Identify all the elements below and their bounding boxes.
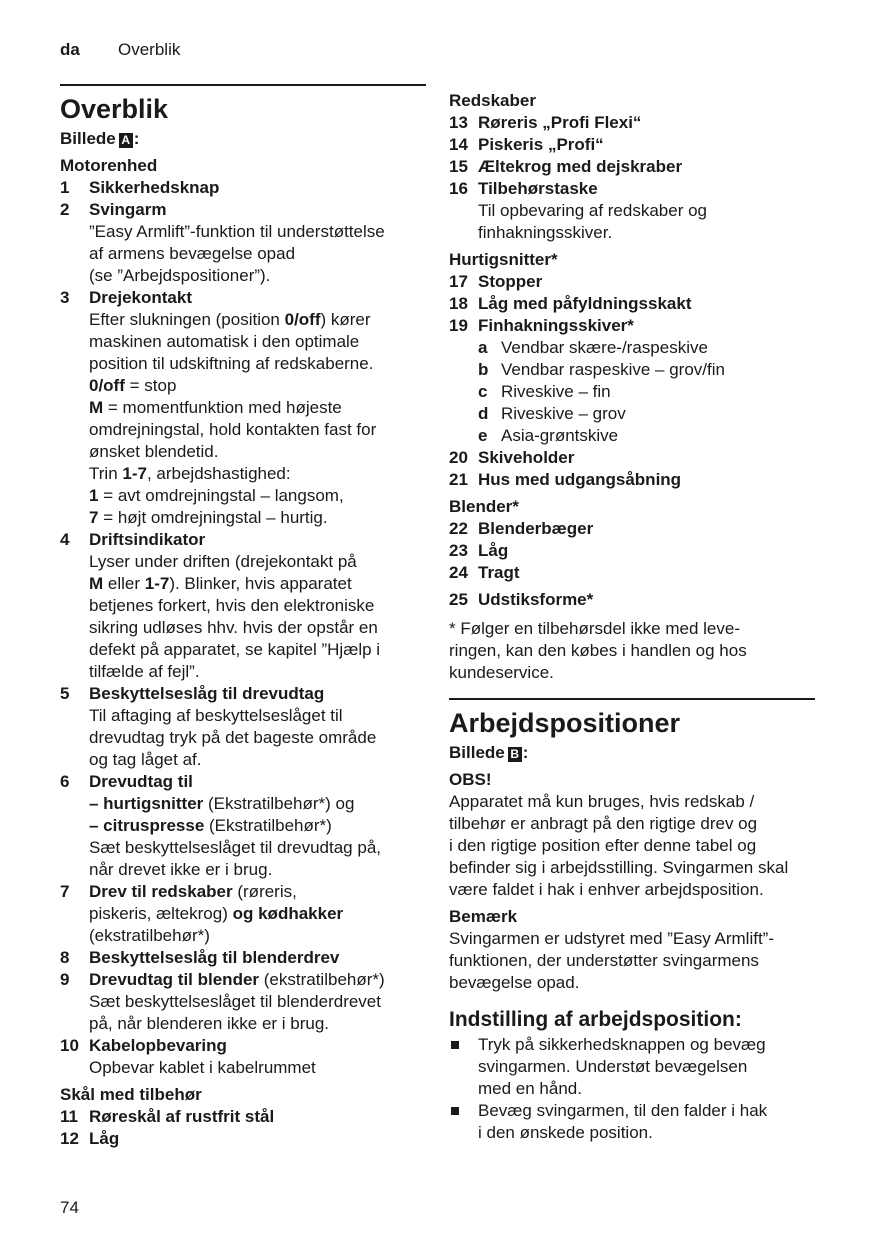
section-rule [449, 698, 815, 700]
sub-list-item: b Vendbar raspeskive – grov/fin [478, 360, 725, 379]
group-title-motor: Motorenhed [60, 156, 158, 175]
list-item: 15 Æltekrog med dejskraber [449, 157, 683, 176]
list-item: 19 Finhakningsskiver* [449, 316, 634, 335]
note-text: Svingarmen er udstyret med ”Easy Armlift”- funktionen, der understøtter svingarmens bevægelse opad. [449, 929, 774, 992]
list-item: 1 Sikkerhedsknap [60, 178, 220, 197]
right-column [449, 90, 815, 1144]
group-title-chopper: Hurtigsnitter* [449, 250, 558, 269]
list-item: 11 Røreskål af rustfrit stål [60, 1107, 275, 1126]
bullet-item: Tryk på sikkerhedsknappen og bevæg svingarmen. Understøt bevægelsen med en hånd. [449, 1034, 815, 1100]
list-item: 3 Drejekontakt Efter slukningen (position 0/off) kører maskinen automatisk i den optimale position til udskiftning af redskaberne. 0/off = stop M = momentfunktion med højeste omdrejningstal, hold kontakten fast for ønsket blendetid. Trin 1-7, arbejdshastighed: 1 = avt omdrejningstal – langsom, 7 = højt omdrejningstal – hurtig. [60, 288, 377, 527]
list-item: 4 Driftsindikator Lyser under driften (drejekontakt på M eller 1-7). Blinker, hvis apparatet betjenes forkert, hvis den elektroniske sikring udløses hhv. hvis der opstår en defekt på apparatet, se kapitel ”Hjælp i tilfælde af fejl”. [60, 530, 381, 681]
sub-list-item: c Riveskive – fin [478, 382, 611, 401]
list-item: 9 Drevudtag til blender (ekstratilbehør*) Sæt beskyttelseslåget til blenderdrevet på, når blenderen ikke er i brug. [60, 970, 385, 1033]
list-item: 14 Piskeris „Profi“ [449, 135, 604, 154]
list-item: 25 Udstiksforme* [449, 590, 594, 609]
list-item: 6 Drevudtag til – hurtigsnitter (Ekstratilbehør*) og – citruspresse (Ekstratilbehør*) Sæt beskyttelseslåget til drevudtag på, når drevet ikke er i brug. [60, 772, 381, 879]
list-item: 20 Skiveholder [449, 448, 575, 467]
list-item: 23 Låg [449, 541, 509, 560]
list-item: 24 Tragt [449, 563, 520, 582]
warning-text: Apparatet må kun bruges, hvis redskab / tilbehør er anbragt på den rigtige drev og i den rigtige position efter denne tabel og befinder sig i arbejdsstilling. Svingarmen skal være faldet i hak i enhver arbejdsposition. [449, 792, 789, 899]
list-item: 18 Låg med påfyldningsskakt [449, 294, 692, 313]
list-item: 12 Låg [60, 1129, 120, 1148]
list-item: 13 Røreris „Profi Flexi“ [449, 113, 642, 132]
list-item: 21 Hus med udgangsåbning [449, 470, 682, 489]
left-column [60, 84, 426, 1150]
list-item: 16 Tilbehørstaske Til opbevaring af redskaber og finhakningsskiver. [449, 179, 708, 242]
warning-title: OBS! [449, 770, 492, 789]
list-item: 8 Beskyttelseslåg til blenderdrev [60, 948, 340, 967]
bullet-square-icon [451, 1041, 459, 1049]
figure-reference: Billede A : [60, 129, 140, 148]
list-item: 10 Kabelopbevaring Opbevar kablet i kabelrummet [60, 1036, 316, 1077]
page-number: 74 [60, 1198, 79, 1217]
header-title: Overblik [118, 40, 181, 59]
bullet-item: Bevæg svingarmen, til den falder i hak i den ønskede position. [449, 1100, 815, 1144]
group-title-bowl: Skål med tilbehør [60, 1085, 202, 1104]
sub-list-item: d Riveskive – grov [478, 404, 626, 423]
group-title-blender: Blender* [449, 497, 519, 516]
figure-letter-badge: B [508, 747, 522, 762]
figure-reference: Billede B : [449, 743, 529, 762]
running-header [60, 39, 181, 61]
list-item: 17 Stopper [449, 272, 543, 291]
section-heading-overview: Overblik [60, 94, 169, 124]
subheading-setting-position: Indstilling af arbejdsposition: [449, 1008, 742, 1031]
note-title: Bemærk [449, 907, 518, 926]
sub-list-item: e Asia-grøntskive [478, 426, 619, 445]
list-item: 5 Beskyttelseslåg til drevudtag Til aftaging af beskyttelseslåget til drevudtag tryk på det bageste område og tag låget af. [60, 684, 377, 769]
language-code: da [60, 40, 80, 59]
footnote: * Følger en tilbehørsdel ikke med leve- ringen, kan den købes i handlen og hos kundeservice. [449, 619, 747, 682]
group-title-tools: Redskaber [449, 91, 536, 110]
figure-letter-badge: A [119, 133, 133, 148]
list-item: 2 Svingarm ”Easy Armlift”-funktion til understøttelse af armens bevægelse opad (se ”Arbejdspositioner”). [60, 200, 385, 285]
section-heading-work-positions: Arbejdspositioner [449, 708, 681, 738]
sub-list-item: a Vendbar skære-/raspeskive [478, 338, 708, 357]
list-item: 7 Drev til redskaber (røreris, piskeris, æltekrog) og kødhakker (ekstratilbehør*) [60, 882, 344, 945]
list-item: 22 Blenderbæger [449, 519, 594, 538]
section-rule [60, 84, 426, 86]
bullet-square-icon [451, 1107, 459, 1115]
